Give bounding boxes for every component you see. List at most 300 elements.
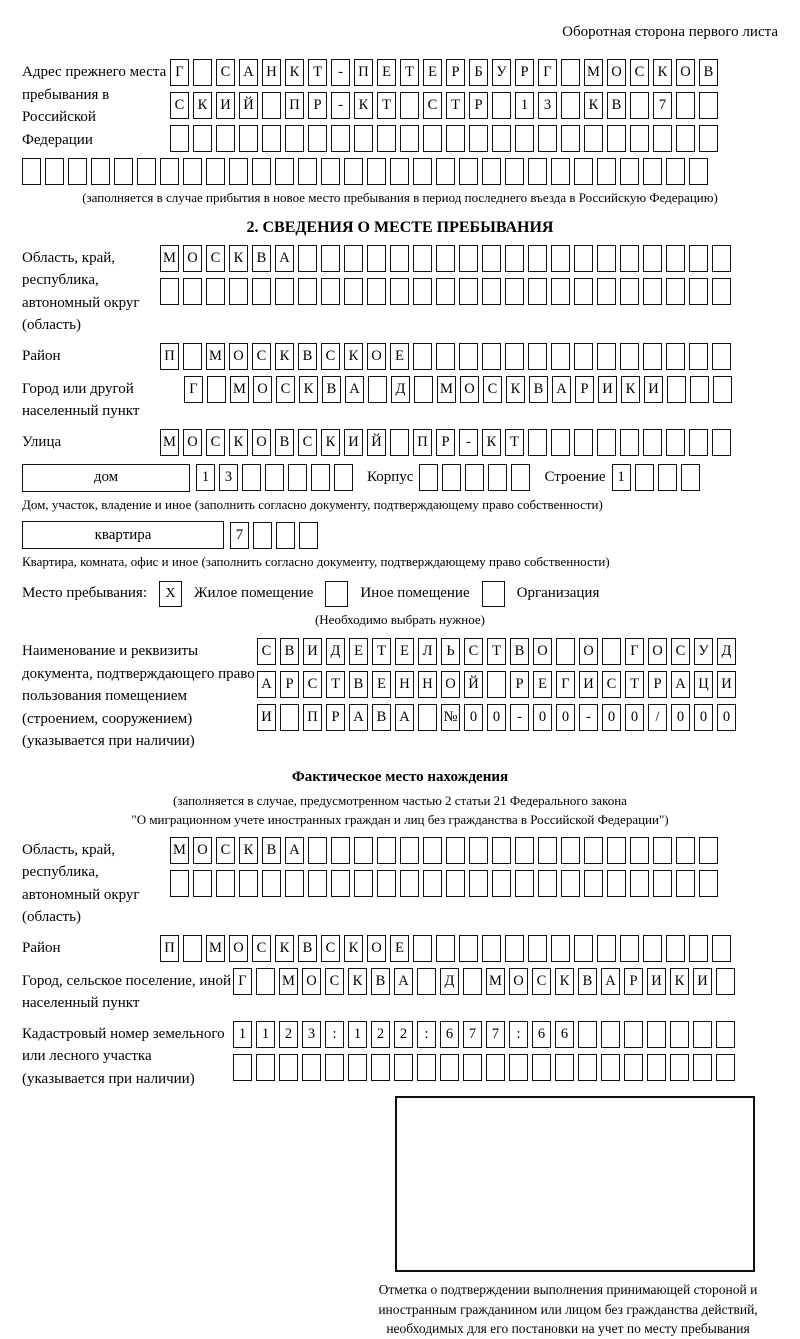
char-cell	[160, 158, 179, 185]
char-cell: О	[252, 429, 271, 456]
confirmation-stamp-box	[395, 1096, 755, 1272]
char-cell: Ь	[441, 638, 460, 665]
char-cell: Б	[469, 59, 488, 86]
char-cell: Е	[390, 343, 409, 370]
char-cell	[624, 1054, 643, 1081]
char-cell	[699, 837, 718, 864]
char-cell	[354, 125, 373, 152]
region-char-row-1	[160, 245, 731, 272]
char-cell: С	[325, 968, 344, 995]
char-cell: Т	[326, 671, 345, 698]
char-cell	[308, 125, 327, 152]
char-cell: В	[298, 935, 317, 962]
char-cell: 7	[486, 1021, 505, 1048]
char-cell	[492, 92, 511, 119]
char-cell: 1	[348, 1021, 367, 1048]
korpus-cells	[419, 464, 530, 491]
char-cell: Р	[469, 92, 488, 119]
char-cell	[253, 522, 272, 549]
char-cell	[207, 376, 226, 403]
char-cell	[334, 464, 353, 491]
street-char-row	[160, 429, 731, 456]
char-cell	[275, 278, 294, 305]
char-cell	[643, 343, 662, 370]
char-cell	[620, 278, 639, 305]
char-cell: У	[694, 638, 713, 665]
char-cell: 7	[230, 522, 249, 549]
char-cell	[487, 671, 506, 698]
actual-location-note-2: "О миграционном учете иностранных граждан и лиц без гражданства в Российской Федерации")	[131, 812, 669, 828]
char-cell	[394, 1054, 413, 1081]
char-cell: К	[285, 59, 304, 86]
char-cell	[597, 158, 616, 185]
char-cell: 7	[463, 1021, 482, 1048]
char-cell	[528, 158, 547, 185]
char-cell: И	[344, 429, 363, 456]
char-cell	[279, 1054, 298, 1081]
char-cell	[584, 837, 603, 864]
char-cell: 0	[671, 704, 690, 731]
char-cell	[377, 125, 396, 152]
char-cell	[482, 158, 501, 185]
char-cell	[561, 125, 580, 152]
char-cell	[308, 837, 327, 864]
char-cell	[419, 464, 438, 491]
char-cell	[597, 935, 616, 962]
char-cell: А	[275, 245, 294, 272]
char-cell: И	[647, 968, 666, 995]
char-cell: И	[644, 376, 663, 403]
char-cell	[690, 376, 709, 403]
char-cell	[716, 968, 735, 995]
char-cell	[635, 464, 654, 491]
char-cell: 6	[555, 1021, 574, 1048]
char-cell	[390, 278, 409, 305]
char-cell	[712, 245, 731, 272]
char-cell	[377, 870, 396, 897]
char-cell	[440, 1054, 459, 1081]
residence-label: Место пребывания:	[22, 585, 147, 602]
char-cell: А	[285, 837, 304, 864]
char-cell	[670, 1054, 689, 1081]
char-cell: В	[372, 704, 391, 731]
char-cell	[239, 870, 258, 897]
field-actual-district	[22, 935, 778, 962]
char-cell	[367, 278, 386, 305]
char-cell: Р	[326, 704, 345, 731]
char-cell	[689, 158, 708, 185]
char-cell	[344, 245, 363, 272]
char-cell: 3	[302, 1021, 321, 1048]
char-cell: А	[601, 968, 620, 995]
char-cell: К	[193, 92, 212, 119]
field-document	[22, 638, 778, 753]
region-rows	[160, 245, 731, 305]
char-cell	[538, 870, 557, 897]
char-cell	[532, 1054, 551, 1081]
char-cell	[280, 704, 299, 731]
char-cell	[584, 125, 603, 152]
char-cell: В	[322, 376, 341, 403]
char-cell	[183, 278, 202, 305]
char-cell	[620, 343, 639, 370]
char-cell: С	[170, 92, 189, 119]
char-cell	[354, 837, 373, 864]
char-cell	[413, 278, 432, 305]
char-cell	[206, 278, 225, 305]
char-cell: С	[206, 429, 225, 456]
char-cell	[528, 343, 547, 370]
residence-option-organization-label: Организация	[516, 585, 600, 602]
char-cell: -	[331, 59, 350, 86]
char-cell: 2	[279, 1021, 298, 1048]
house-number-cells	[196, 464, 353, 491]
char-cell: С	[602, 671, 621, 698]
char-cell	[344, 158, 363, 185]
char-cell: Г	[556, 671, 575, 698]
char-cell	[716, 1021, 735, 1048]
char-cell	[643, 935, 662, 962]
char-cell: В	[510, 638, 529, 665]
char-cell	[183, 935, 202, 962]
char-cell: Т	[377, 92, 396, 119]
document-char-row-1	[257, 638, 736, 665]
char-cell	[160, 278, 179, 305]
char-cell	[658, 464, 677, 491]
char-cell: К	[670, 968, 689, 995]
field-cadastral	[22, 1021, 778, 1091]
char-cell: М	[206, 935, 225, 962]
document-label: Наименование и реквизиты документа, подтверждающего право пользования помещением (строением, сооружением) (указывается при наличии)	[22, 643, 255, 750]
char-cell: -	[331, 92, 350, 119]
char-cell: В	[529, 376, 548, 403]
char-cell	[643, 245, 662, 272]
char-cell	[265, 464, 284, 491]
char-cell	[482, 935, 501, 962]
section2-title: 2. СВЕДЕНИЯ О МЕСТЕ ПРЕБЫВАНИЯ	[246, 218, 554, 236]
char-cell: И	[717, 671, 736, 698]
char-cell: Т	[625, 671, 644, 698]
cadastral-char-row-2	[233, 1054, 735, 1081]
char-cell: М	[230, 376, 249, 403]
char-cell: О	[193, 837, 212, 864]
char-cell: А	[671, 671, 690, 698]
district-char-row	[160, 343, 731, 370]
char-cell: О	[648, 638, 667, 665]
actual-region-char-row-2	[170, 870, 718, 897]
char-cell: М	[279, 968, 298, 995]
char-cell: В	[349, 671, 368, 698]
residence-type-line	[22, 581, 778, 607]
char-cell	[459, 158, 478, 185]
char-cell: Д	[391, 376, 410, 403]
char-cell	[515, 837, 534, 864]
char-cell	[216, 125, 235, 152]
char-cell: 6	[532, 1021, 551, 1048]
residence-checkbox-organization	[482, 581, 505, 607]
char-cell	[256, 1054, 275, 1081]
char-cell: С	[252, 343, 271, 370]
house-caption: Дом, участок, владение и иное (заполнить согласно документу, подтверждающему право собственности)	[22, 496, 603, 512]
char-cell	[630, 870, 649, 897]
char-cell: 0	[533, 704, 552, 731]
char-cell	[538, 837, 557, 864]
char-cell	[325, 1054, 344, 1081]
char-cell	[653, 837, 672, 864]
char-cell: К	[299, 376, 318, 403]
char-cell	[413, 935, 432, 962]
char-cell: О	[460, 376, 479, 403]
char-cell	[561, 837, 580, 864]
prev-address-note: (заполняется в случае прибытия в новое место пребывания в период последнего въезда в Российскую Федерацию)	[82, 190, 718, 205]
char-cell: К	[621, 376, 640, 403]
char-cell	[597, 343, 616, 370]
char-cell: В	[578, 968, 597, 995]
char-cell: -	[459, 429, 478, 456]
char-cell: С	[303, 671, 322, 698]
apartment-line	[22, 521, 778, 549]
char-cell: Р	[308, 92, 327, 119]
apartment-cells	[230, 522, 318, 549]
prev-address-rows	[170, 59, 718, 152]
char-cell: №	[441, 704, 460, 731]
char-cell	[716, 1054, 735, 1081]
char-cell: Е	[377, 59, 396, 86]
char-cell: О	[229, 343, 248, 370]
char-cell	[308, 870, 327, 897]
char-cell	[561, 59, 580, 86]
char-cell: К	[555, 968, 574, 995]
char-cell: Г	[233, 968, 252, 995]
prev-address-char-row-3	[170, 125, 718, 152]
prev-address-label: Адрес прежнего места пребывания в Российской Федерации	[22, 64, 167, 148]
char-cell	[229, 278, 248, 305]
char-cell	[114, 158, 133, 185]
char-cell: Р	[575, 376, 594, 403]
apartment-widebox: квартира	[22, 521, 224, 549]
char-cell: К	[584, 92, 603, 119]
char-cell: К	[344, 343, 363, 370]
char-cell	[676, 870, 695, 897]
char-cell	[239, 125, 258, 152]
char-cell	[436, 343, 455, 370]
char-cell	[459, 343, 478, 370]
char-cell: 6	[440, 1021, 459, 1048]
char-cell: М	[160, 429, 179, 456]
char-cell	[574, 278, 593, 305]
city-label: Город или другой населенный пункт	[22, 380, 140, 420]
char-cell	[561, 870, 580, 897]
char-cell	[666, 278, 685, 305]
char-cell	[285, 125, 304, 152]
char-cell: Г	[184, 376, 203, 403]
char-cell	[400, 870, 419, 897]
char-cell	[667, 376, 686, 403]
char-cell	[515, 870, 534, 897]
char-cell	[528, 278, 547, 305]
char-cell	[229, 158, 248, 185]
char-cell	[681, 464, 700, 491]
char-cell	[574, 935, 593, 962]
char-cell: Р	[446, 59, 465, 86]
char-cell	[463, 968, 482, 995]
char-cell	[597, 278, 616, 305]
char-cell	[446, 870, 465, 897]
char-cell	[699, 92, 718, 119]
field-actual-region	[22, 837, 778, 929]
char-cell: 0	[602, 704, 621, 731]
char-cell	[321, 245, 340, 272]
char-cell: 1	[612, 464, 631, 491]
char-cell: В	[371, 968, 390, 995]
char-cell	[574, 429, 593, 456]
char-cell: Р	[624, 968, 643, 995]
char-cell: 1	[233, 1021, 252, 1048]
confirmation-stamp-caption: Отметка о подтверждении выполнения принимающей стороной и иностранным гражданином или лицом без гражданства действий, необходимых для его постановки на учет по месту пребывания	[378, 1282, 758, 1337]
char-cell	[666, 343, 685, 370]
char-cell: Т	[308, 59, 327, 86]
char-cell	[505, 278, 524, 305]
char-cell: 0	[487, 704, 506, 731]
char-cell: Н	[418, 671, 437, 698]
char-cell	[183, 158, 202, 185]
char-cell: 2	[394, 1021, 413, 1048]
char-cell	[252, 278, 271, 305]
house-widebox: дом	[22, 464, 190, 492]
char-cell	[170, 870, 189, 897]
actual-region-char-row-1	[170, 837, 718, 864]
char-cell	[413, 158, 432, 185]
char-cell	[689, 935, 708, 962]
char-cell	[193, 125, 212, 152]
char-cell: К	[275, 935, 294, 962]
field-street	[22, 429, 778, 456]
char-cell	[344, 278, 363, 305]
char-cell: Е	[533, 671, 552, 698]
char-cell	[676, 92, 695, 119]
char-cell: П	[285, 92, 304, 119]
char-cell	[400, 837, 419, 864]
char-cell	[459, 278, 478, 305]
char-cell	[22, 158, 41, 185]
char-cell	[298, 278, 317, 305]
char-cell: О	[183, 429, 202, 456]
char-cell	[262, 125, 281, 152]
district-label: Район	[22, 347, 61, 364]
char-cell: Р	[515, 59, 534, 86]
char-cell: А	[394, 968, 413, 995]
char-cell: П	[160, 935, 179, 962]
char-cell	[459, 935, 478, 962]
char-cell	[561, 92, 580, 119]
char-cell: И	[216, 92, 235, 119]
char-cell	[469, 125, 488, 152]
char-cell	[528, 935, 547, 962]
char-cell: П	[303, 704, 322, 731]
field-region	[22, 245, 778, 337]
char-cell	[446, 125, 465, 152]
char-cell: Д	[440, 968, 459, 995]
char-cell	[45, 158, 64, 185]
char-cell: Г	[170, 59, 189, 86]
char-cell: О	[302, 968, 321, 995]
char-cell: Е	[390, 935, 409, 962]
char-cell: С	[532, 968, 551, 995]
char-cell	[574, 245, 593, 272]
char-cell: С	[321, 343, 340, 370]
char-cell	[377, 837, 396, 864]
char-cell	[643, 158, 662, 185]
char-cell	[276, 522, 295, 549]
char-cell	[331, 870, 350, 897]
char-cell: С	[216, 59, 235, 86]
char-cell	[193, 59, 212, 86]
stroenie-label: Строение	[544, 469, 606, 486]
char-cell	[515, 125, 534, 152]
char-cell: К	[321, 429, 340, 456]
char-cell: В	[275, 429, 294, 456]
char-cell	[367, 158, 386, 185]
char-cell: О	[183, 245, 202, 272]
char-cell	[538, 125, 557, 152]
char-cell: О	[509, 968, 528, 995]
char-cell: Г	[625, 638, 644, 665]
char-cell	[505, 343, 524, 370]
char-cell: 0	[464, 704, 483, 731]
char-cell	[91, 158, 110, 185]
char-cell	[666, 245, 685, 272]
char-cell	[298, 245, 317, 272]
char-cell	[676, 125, 695, 152]
char-cell: И	[579, 671, 598, 698]
char-cell: М	[584, 59, 603, 86]
char-cell	[262, 92, 281, 119]
char-cell: 0	[625, 704, 644, 731]
char-cell: Д	[326, 638, 345, 665]
char-cell: С	[298, 429, 317, 456]
char-cell: Й	[464, 671, 483, 698]
char-cell: 2	[371, 1021, 390, 1048]
char-cell: И	[257, 704, 276, 731]
char-cell: Т	[505, 429, 524, 456]
char-cell: К	[344, 935, 363, 962]
char-cell: Е	[423, 59, 442, 86]
char-cell	[423, 870, 442, 897]
char-cell: М	[160, 245, 179, 272]
char-cell	[607, 837, 626, 864]
char-cell: А	[349, 704, 368, 731]
char-cell	[465, 464, 484, 491]
char-cell	[556, 638, 575, 665]
char-cell	[242, 464, 261, 491]
char-cell: К	[653, 59, 672, 86]
char-cell	[689, 429, 708, 456]
char-cell	[492, 125, 511, 152]
char-cell	[170, 125, 189, 152]
char-cell: М	[170, 837, 189, 864]
char-cell	[206, 158, 225, 185]
char-cell: В	[252, 245, 271, 272]
char-cell	[601, 1054, 620, 1081]
char-cell	[423, 125, 442, 152]
actual-city-label: Город, сельское поселение, иной населенный пункт	[22, 972, 231, 1012]
char-cell	[390, 429, 409, 456]
prev-address-char-row-2	[170, 92, 718, 119]
char-cell	[368, 376, 387, 403]
char-cell: О	[367, 935, 386, 962]
char-cell	[712, 429, 731, 456]
char-cell	[252, 158, 271, 185]
